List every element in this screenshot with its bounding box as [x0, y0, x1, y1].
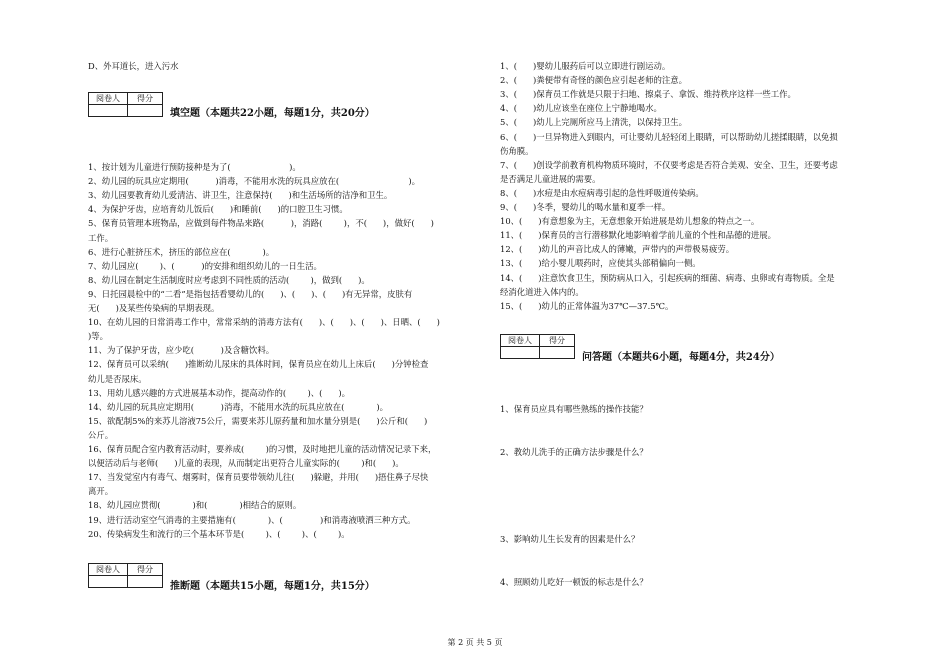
- score-cell: [128, 576, 163, 588]
- question-line: 10、( )有意想象为主，无意想象开始进展是幼儿想象的特点之一。: [500, 216, 760, 227]
- reviewer-label: 阅卷人: [501, 335, 540, 347]
- question-line: 12、( )幼儿的声音比成人的薄嫩，声带内的声带极易疲劳。: [500, 244, 735, 255]
- question-line: 3、影响幼儿生长发育的因素是什么？: [500, 534, 640, 544]
- question-line: 14、( )注意饮食卫生，预防病从口入，引起疾病的细菌、病毒、虫卵或有毒物质。全是: [500, 272, 835, 283]
- question-line: 13、( )给小婴儿喂药时，应使其头部稍偏向一侧。: [500, 258, 701, 269]
- score-label: 得分: [540, 335, 575, 347]
- question-line: 3、( )保育员工作就是只限于扫地、擦桌子、拿饭、维持秩序这样一些工作。: [500, 89, 796, 100]
- fill-section-title: 填空题（本题共22小题，每题1分，共20分）: [170, 108, 375, 119]
- question-line: 9、日托园晨检中的“二看”是指包括看婴幼儿的( )、( )、( )有无异常，皮肤有: [88, 288, 413, 299]
- question-line: 4、为保护牙齿，应培育幼儿饭后( )和睡前( )的口腔卫生习惯。: [88, 204, 348, 215]
- question-line: 2、幼儿园的玩具应定期用( )消毒，不能用水洗的玩具应放在( )。: [88, 176, 420, 187]
- question-line: 1、按计划为儿童进行预防接种是为了( )。: [88, 162, 301, 172]
- question-line: 以便活动后与老师( )儿童的表现，从而制定出更符合儿童实际的( )和( )。: [88, 458, 404, 469]
- score-label: 得分: [128, 564, 163, 576]
- question-line: 15、欲配制5%的来苏儿溶液75公斤，需要来苏儿原药量和加水量分别是( )公斤和( ): [88, 415, 428, 426]
- question-line: 15、( )幼儿的正常体温为37℃—37.5℃。: [500, 300, 674, 311]
- reviewer-cell: [89, 576, 128, 588]
- question-line: 离开。: [88, 486, 114, 497]
- reviewer-cell: [501, 347, 540, 359]
- question-line: 17、当发觉室内有毒气、烟雾时，保育员要带领幼儿往( )躲避，并用( )捂住鼻子尽快: [88, 472, 429, 483]
- question-line: 13、用幼儿感兴趣的方式进展基本动作，提高动作的( )、( )。: [88, 387, 350, 398]
- score-box-judge: [88, 563, 163, 588]
- question-line: 18、幼儿园应贯彻( )和( )相结合的原则。: [88, 500, 302, 511]
- page-footer: 第 2 页 共 5 页: [447, 638, 503, 647]
- question-line: 幼儿是否尿床。: [88, 373, 147, 384]
- question-line: 9、( )冬季，婴幼儿的喝水量和夏季一样。: [500, 202, 671, 212]
- reviewer-label: 阅卷人: [89, 93, 128, 105]
- question-line: 6、进行心脏挤压术，挤压的部位应在( )。: [88, 246, 275, 257]
- question-line: 4、照顾幼儿吃好一顿饭的标志是什么？: [500, 577, 648, 587]
- question-line: 4、( )幼儿应该坐在座位上宁静地喝水。: [500, 103, 662, 114]
- question-line: )等。: [88, 331, 109, 342]
- question-line: 7、幼儿园应( )、( )的安排和组织幼儿的一日生活。: [88, 260, 322, 271]
- question-line: 5、( )幼儿上完厕所应马上清洗，以保持卫生。: [500, 117, 687, 128]
- question-line: 1、( )婴幼儿服药后可以立即进行剧运动。: [500, 61, 671, 71]
- question-line: 1、保育员应具有哪些熟练的操作技能？: [500, 404, 648, 414]
- question-line: 8、幼儿园在制定生活制度时应考虑到不同性质的活动( )，做到( )。: [88, 274, 370, 285]
- question-line: 2、( )粪便带有奇怪的颜色应引起老师的注意。: [500, 75, 687, 86]
- question-line: 19、进行活动室空气消毒的主要措施有( )、( )和消毒液喷洒三种方式。: [88, 514, 416, 525]
- score-box-qa: [500, 334, 575, 359]
- reviewer-cell: [89, 105, 128, 117]
- question-line: 工作。: [88, 232, 114, 243]
- question-line: 3、幼儿园要教育幼儿爱清洁、讲卫生，注意保持( )和生活场所的洁净和卫生。: [88, 190, 393, 201]
- question-line: 10、在幼儿园的日常消毒工作中，常常采纳的消毒方法有( )、( )、( )、日晒、( ): [88, 317, 440, 328]
- question-line: 14、幼儿园的玩具应定期用( )消毒，不能用水洗的玩具应放在( )。: [88, 401, 389, 412]
- question-line: 16、保育员配合室内教育活动时，要养成( )的习惯，及时地把儿童的活动情况记录下来，: [88, 444, 437, 454]
- option-d-text: D、外耳道长，进入污水: [88, 61, 179, 71]
- score-box-fill: [88, 92, 163, 117]
- question-line: 11、为了保护牙齿，应少吃( )及含糖饮料。: [88, 345, 275, 356]
- question-line: 7、( )创设学前教育机构物质环境时，不仅要考虑是否符合美观、安全、卫生，还要考虑: [500, 159, 838, 170]
- question-line: 11、( )保育员的言行潜移默化地影响着学前儿童的个性和品德的进展。: [500, 230, 777, 241]
- question-line: 6、( )一旦异物进入到眼内，可让婴幼儿轻轻闭上眼睛，可以帮助幼儿搓揉眼睛，以免损: [500, 131, 838, 142]
- question-line: 伤角膜。: [500, 145, 534, 156]
- question-line: 公斤。: [88, 429, 114, 440]
- question-line: 20、传染病发生和流行的三个基本环节是( )、( )、( )。: [88, 528, 350, 539]
- question-line: 经消化道进入体内的。: [500, 286, 584, 297]
- question-line: 12、保育员可以采纳( )推断幼儿尿床的具体时间，保育员应在幼儿上床后( )分钟检查: [88, 359, 429, 370]
- question-line: 是否满足儿童进展的需要。: [500, 173, 601, 184]
- score-cell: [540, 347, 575, 359]
- question-line: 2、教幼儿洗手的正确方法步骤是什么？: [500, 447, 648, 457]
- score-label: 得分: [128, 93, 163, 105]
- question-line: 5、保育员管理本班物品，应做到每件物品来路( )，消路( )，不( )，做好( ): [88, 218, 434, 229]
- score-cell: [128, 105, 163, 117]
- judge-section-title: 推断题（本题共15小题，每题1分，共15分）: [170, 581, 375, 592]
- question-line: 8、( )水痘是由水痘病毒引起的急性呼吸道传染病。: [500, 187, 704, 198]
- reviewer-label: 阅卷人: [89, 564, 128, 576]
- qa-section-title: 问答题（本题共6小题，每题4分，共24分）: [582, 352, 780, 363]
- question-line: 无( )及某些传染病的早期表现。: [88, 303, 220, 313]
